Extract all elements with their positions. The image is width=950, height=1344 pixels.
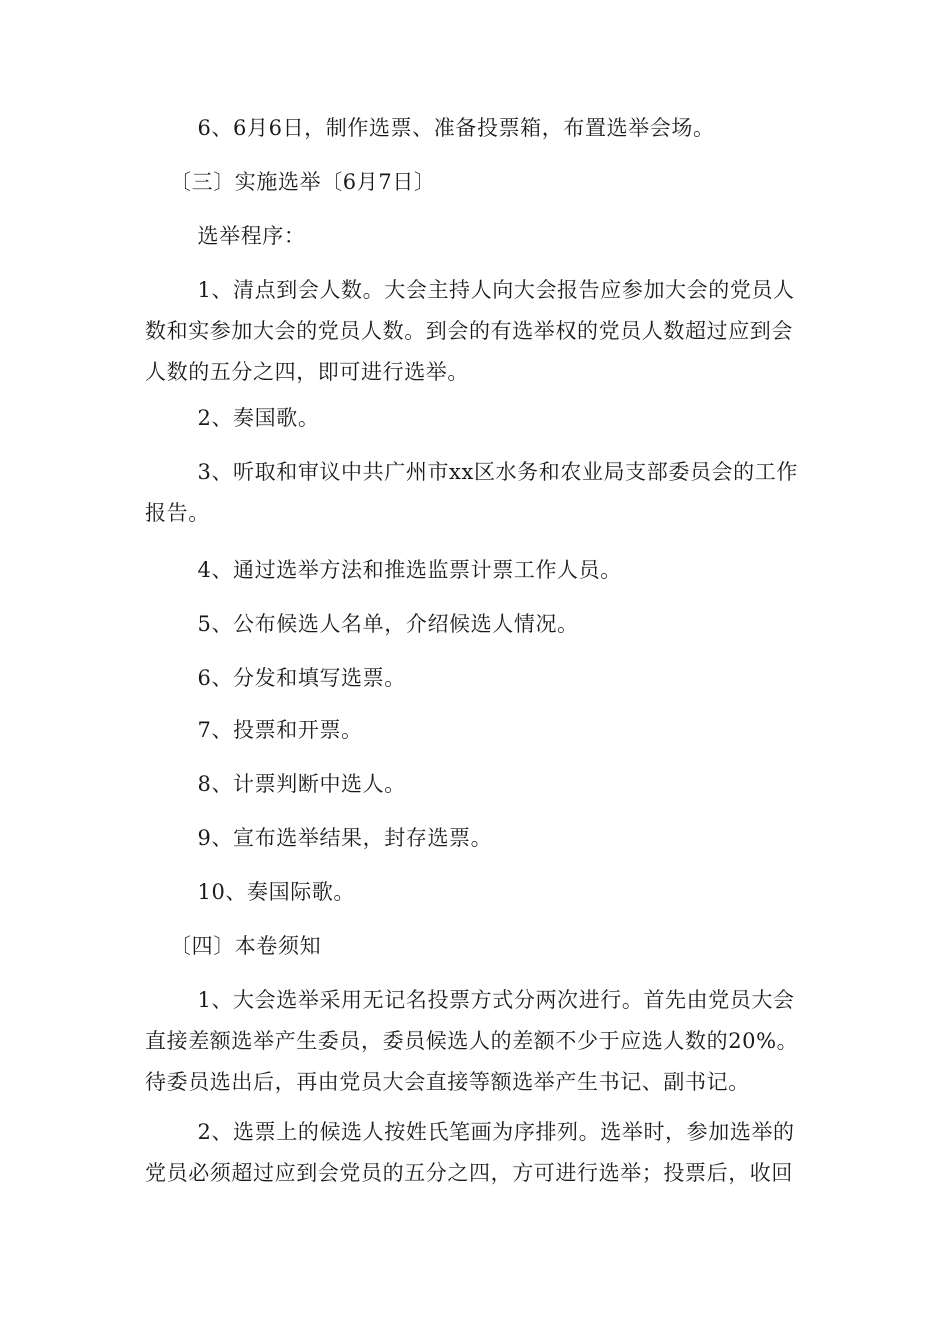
paragraph-item-6: 6、6月6日，制作选票、准备投票箱，布置选举会场。 <box>197 116 715 140</box>
paragraph-step-10: 10、奏国际歌。 <box>197 880 356 904</box>
paragraph-procedure-title: 选举程序： <box>197 224 306 248</box>
paragraph-note-2: 2、选票上的候选人按姓氏笔画为序排列。选举时，参加选举的党员必须超过应到会党员的五分之四，方可进行选举；投票后，收回 <box>145 1120 795 1185</box>
paragraph-step-6: 6、分发和填写选票。 <box>197 666 406 690</box>
paragraph-step-1: 1、清点到会人数。大会主持人向大会报告应参加大会的党员人数和实参加大会的党员人数。到会的有选举权的党员人数超过应到会人数的五分之四，即可进行选举。 <box>145 278 795 384</box>
paragraph-step-7: 7、投票和开票。 <box>197 718 363 742</box>
paragraph-step-4: 4、通过选举方法和推选监票计票工作人员。 <box>197 558 622 582</box>
section-heading-4: 〔四〕本卷须知 <box>170 934 322 958</box>
paragraph-step-9: 9、宣布选举结果，封存选票。 <box>197 826 493 850</box>
paragraph-step-5: 5、公布候选人名单，介绍候选人情况。 <box>197 612 579 636</box>
paragraph-step-2: 2、奏国歌。 <box>197 406 320 430</box>
paragraph-step-8: 8、计票判断中选人。 <box>197 772 406 796</box>
paragraph-note-1: 1、大会选举采用无记名投票方式分两次进行。首先由党员大会直接差额选举产生委员，委员候选人的差额不少于应选人数的20%。待委员选出后，再由党员大会直接等额选举产生书记、副书记。 <box>145 988 799 1094</box>
section-heading-3: 〔三〕实施选举〔6月7日〕 <box>170 170 436 194</box>
paragraph-step-3: 3、听取和审议中共广州市xx区水务和农业局支部委员会的工作报告。 <box>145 460 798 525</box>
